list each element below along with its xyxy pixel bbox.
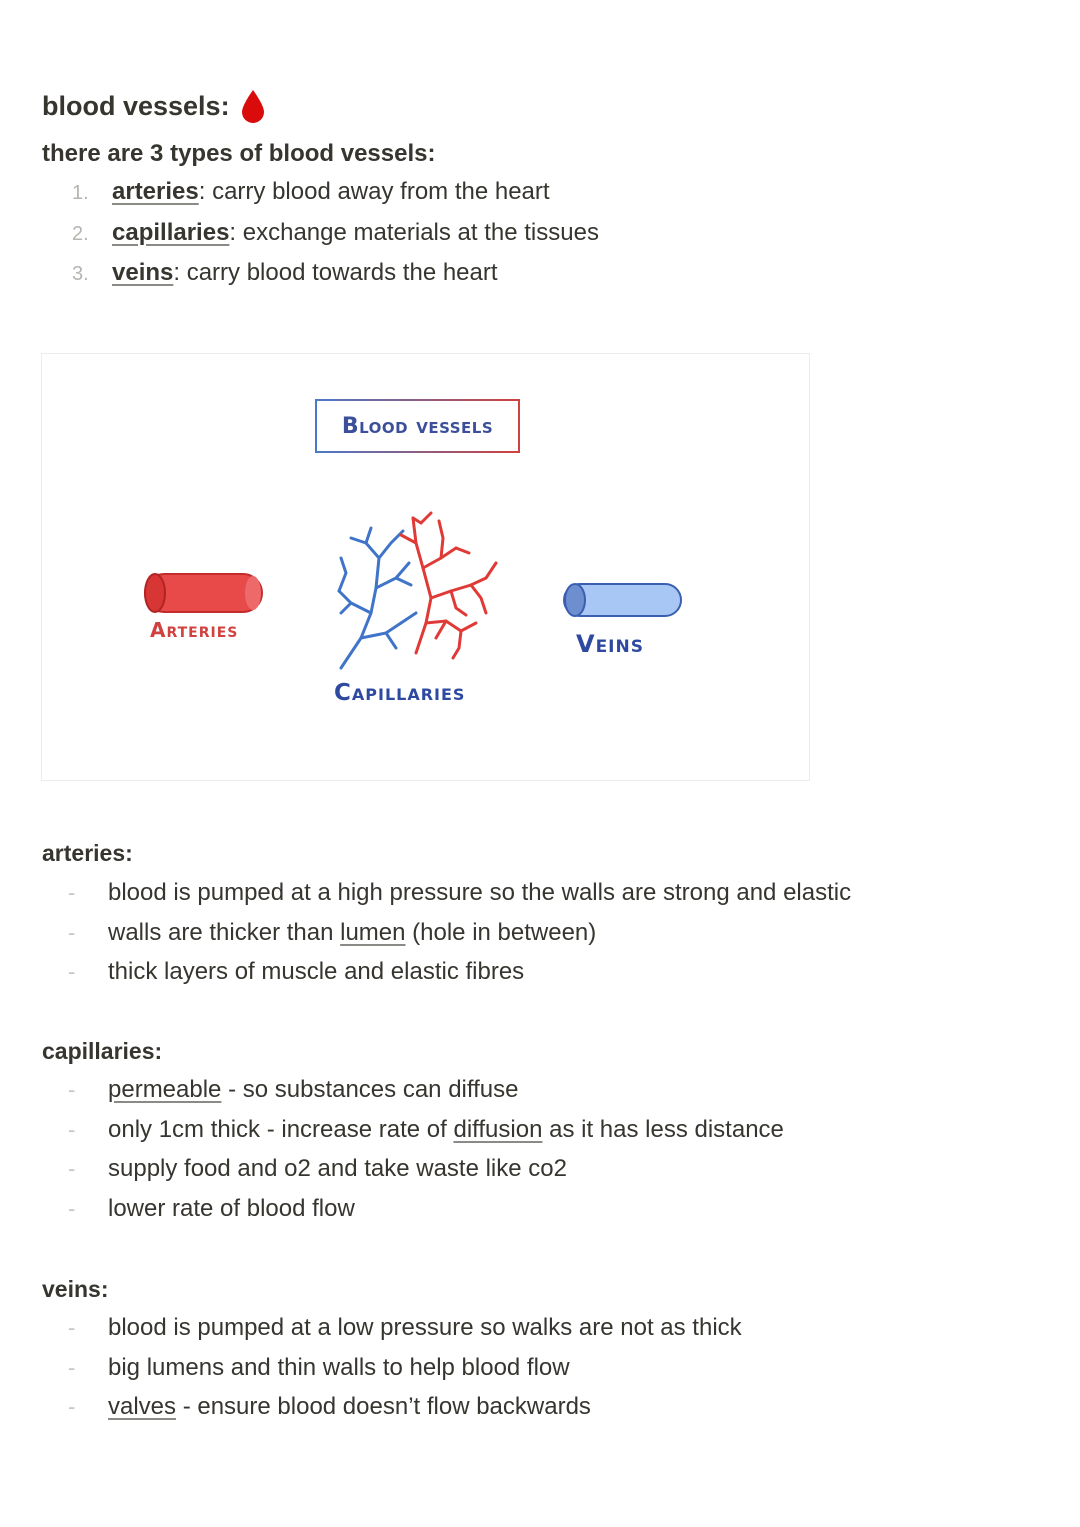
- bullet-dash: -: [68, 919, 76, 945]
- term-lumen[interactable]: lumen: [340, 918, 406, 946]
- list-text: blood is pumped at a high pressure so the walls are strong and elastic: [108, 879, 852, 906]
- bullet-dash: -: [68, 959, 76, 984]
- artery-illustration: [145, 574, 262, 612]
- list-item: [72, 219, 599, 260]
- intro-text: there are 3 types of blood vessels:: [42, 140, 436, 167]
- figure-drawing: [41, 353, 808, 779]
- list-item: [68, 1354, 742, 1394]
- veins-list: [68, 1314, 742, 1433]
- bullet-dash: -: [68, 1156, 76, 1181]
- list-item: [68, 958, 851, 998]
- capillary-illustration: [339, 513, 496, 668]
- capillaries-label: Capillaries: [334, 680, 466, 706]
- term-capillaries[interactable]: capillaries: [112, 218, 230, 246]
- list-text: as it has less distance: [542, 1115, 784, 1143]
- list-number: 3.: [72, 263, 89, 285]
- blood-drop-icon: [240, 88, 266, 124]
- list-item: [68, 1314, 742, 1354]
- list-text: only 1cm thick - increase rate of: [108, 1115, 454, 1143]
- list-item: [68, 919, 851, 959]
- list-text: : exchange materials at the tissues: [229, 218, 599, 246]
- bullet-dash: -: [68, 1077, 76, 1102]
- term-valves[interactable]: valves: [108, 1393, 177, 1420]
- bullet-dash: -: [68, 1394, 76, 1419]
- list-item: [72, 259, 599, 300]
- arteries-list: [68, 879, 851, 998]
- veins-heading: veins:: [42, 1276, 109, 1302]
- bullet-dash: -: [68, 1195, 76, 1221]
- list-text: walls are thicker than: [108, 918, 341, 946]
- capillaries-heading: capillaries:: [42, 1038, 163, 1064]
- bullet-dash: -: [68, 1315, 76, 1340]
- arteries-heading: arteries:: [42, 840, 133, 866]
- list-text: : carry blood away from the heart: [198, 178, 550, 205]
- list-item: [68, 1116, 784, 1156]
- list-item: [68, 1076, 784, 1116]
- list-item: [68, 1195, 784, 1235]
- veins-label: Veins: [576, 630, 644, 658]
- list-item: [72, 178, 599, 219]
- list-text: thick layers of muscle and elastic fibres: [108, 958, 525, 985]
- list-text: big lumens and thin walls to help blood flow: [108, 1353, 570, 1381]
- list-text: supply food and o2 and take waste like co2: [108, 1155, 567, 1182]
- list-text: : carry blood towards the heart: [173, 259, 498, 286]
- list-text: (hole in between): [405, 918, 597, 946]
- list-text: lower rate of blood flow: [108, 1194, 355, 1222]
- term-veins[interactable]: veins: [112, 259, 174, 286]
- term-arteries[interactable]: arteries: [112, 178, 199, 205]
- list-text: - so substances can diffuse: [221, 1076, 519, 1103]
- vein-illustration: [564, 584, 681, 616]
- list-item: [68, 1155, 784, 1195]
- bullet-dash: -: [68, 880, 76, 905]
- list-item: [68, 1393, 742, 1433]
- term-diffusion[interactable]: diffusion: [453, 1115, 543, 1143]
- term-permeable[interactable]: permeable: [108, 1076, 222, 1103]
- list-number: 1.: [72, 182, 89, 204]
- page-title-text: blood vessels:: [42, 90, 230, 121]
- arteries-label: Arteries: [150, 618, 239, 642]
- list-number: 2.: [72, 222, 89, 245]
- list-text: - ensure blood doesn’t flow backwards: [176, 1393, 591, 1420]
- list-text: blood is pumped at a low pressure so walks are not as thick: [108, 1314, 742, 1341]
- figure-title: Blood vessels: [315, 399, 520, 453]
- bullet-dash: -: [68, 1354, 76, 1380]
- vessel-types-list: [72, 178, 599, 300]
- page-title: [42, 88, 266, 124]
- list-item: [68, 879, 851, 919]
- capillaries-list: [68, 1076, 784, 1234]
- bullet-dash: -: [68, 1116, 76, 1142]
